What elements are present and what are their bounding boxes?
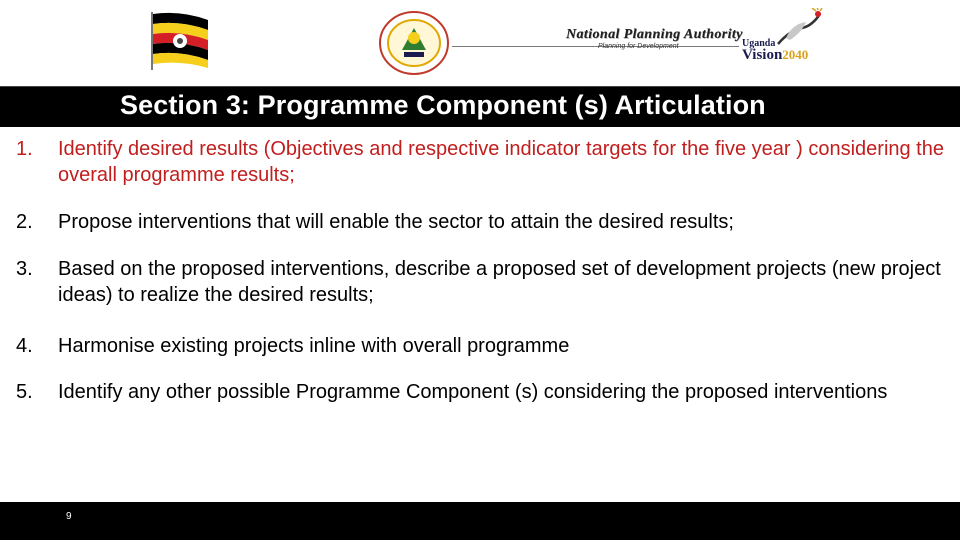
list-item-number: 1. — [16, 138, 33, 160]
npa-seal-icon — [378, 10, 450, 76]
page-number: 9 — [66, 511, 72, 522]
list-item — [16, 136, 946, 188]
footer-bar — [0, 502, 960, 540]
org-tagline: Planning for Development — [598, 43, 679, 50]
list-item-text: Identify desired results (Objectives and respective indicator targets for the five year ) considering the overall programme results; — [58, 138, 944, 186]
list-item-text: Based on the proposed interventions, describe a proposed set of development projects (new project ideas) to realize the desired results; — [58, 258, 941, 306]
list-item — [16, 333, 569, 359]
uganda-vision-logo — [742, 38, 820, 64]
slide-title: Section 3: Programme Component (s) Articulation — [120, 90, 766, 120]
vision-label-top: Uganda — [742, 38, 776, 49]
list-item — [16, 209, 734, 235]
header-divider — [452, 46, 739, 47]
org-name: National Planning Authority — [566, 27, 743, 42]
list-item-text: Harmonise existing projects inline with overall programme — [58, 335, 570, 357]
list-item-number: 4. — [16, 335, 33, 357]
uganda-flag-icon — [146, 10, 214, 72]
list-item — [16, 379, 887, 405]
list-item-text: Propose interventions that will enable the sector to attain the desired results; — [58, 211, 734, 233]
list-item-text: Identify any other possible Programme Component (s) considering the proposed interventions — [58, 381, 888, 403]
vision-label-year: 2040 — [782, 47, 809, 62]
list-item-number: 2. — [16, 211, 33, 233]
vision-label-word: Vision — [742, 47, 783, 63]
vision-label — [742, 47, 808, 64]
slide-header — [0, 0, 960, 86]
list-item-number: 3. — [16, 258, 33, 280]
list-item — [16, 256, 946, 308]
list-item-number: 5. — [16, 381, 33, 403]
title-bar — [0, 86, 960, 127]
